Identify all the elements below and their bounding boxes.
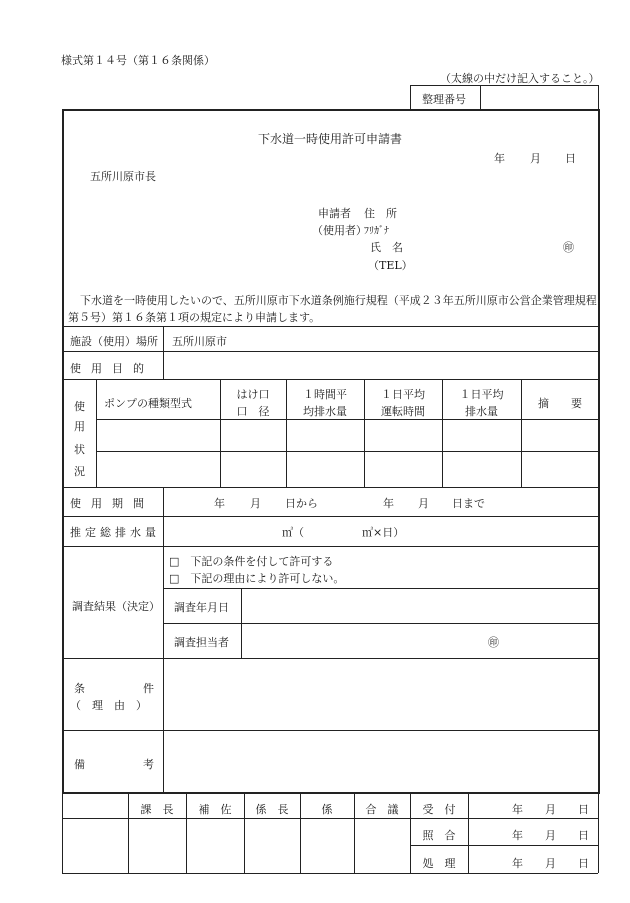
applicant-address-label: 住 所 — [364, 207, 397, 220]
condition-label-1: 条 — [74, 682, 85, 695]
usage-label-1: 使 — [74, 400, 85, 413]
note-label-1: 備 — [74, 758, 85, 771]
period-label: 使用期間 — [70, 497, 154, 510]
receipt-label: 受 付 — [422, 803, 456, 816]
daily-time-header-2: 運転時間 — [381, 405, 425, 418]
purpose-label: 使用目的 — [70, 362, 154, 375]
remarks-header: 摘 要 — [538, 397, 582, 410]
daily-vol-header-1: １日平均 — [459, 388, 504, 401]
check-day: 日 — [578, 829, 589, 842]
process-day: 日 — [578, 857, 589, 870]
period-to-year: 年 — [383, 497, 394, 510]
ref-number-field[interactable] — [482, 87, 596, 107]
hourly-header-2: 均排水量 — [303, 405, 347, 418]
user-label: （使用者） — [312, 224, 367, 237]
body-text-1: 下水道を一時使用したいので、五所川原市下水道条例施行規程（平成２３年五所川原市公営企業管理規程 — [80, 294, 597, 307]
approval-header-staff: 係 — [321, 803, 333, 816]
approval-header-chief: 課 長 — [140, 803, 174, 816]
survey-date-label: 調査年月日 — [174, 601, 229, 614]
deny-option[interactable]: □ 下記の理由により許可しない。 — [169, 572, 345, 585]
usage-label-2: 用 — [74, 420, 85, 433]
estimate-label: 推定総排水量 — [70, 526, 160, 539]
condition-label-2: 件 — [143, 682, 154, 695]
approval-header-assistant: 補 佐 — [198, 803, 232, 816]
period-to-day: 日まで — [452, 497, 485, 510]
instruction-note: （太線の中だけ記入すること。） — [440, 72, 600, 85]
note-field[interactable] — [165, 732, 595, 790]
estimate-unit-2: ㎥×日） — [362, 526, 405, 539]
process-month: 月 — [545, 857, 556, 870]
usage-label-4: 況 — [74, 465, 85, 478]
applicant-seal: ㊞ — [563, 241, 574, 254]
estimate-unit: ㎥（ — [282, 526, 304, 539]
caliber-header-2: 口 径 — [236, 405, 270, 418]
ref-number-label: 整理番号 — [422, 93, 466, 106]
caliber-header-1: はけ口 — [236, 388, 270, 401]
body-text-2: 第５号）第１６条第１項の規定により申請します。 — [68, 311, 321, 324]
period-from-day: 日から — [285, 497, 318, 510]
permit-option[interactable]: □ 下記の条件を付して許可する — [169, 555, 334, 568]
period-to-month: 月 — [418, 497, 429, 510]
form-title: 下水道一時使用許可申請書 — [257, 132, 402, 146]
pump-type-header: ポンプの種類型式 — [104, 397, 192, 410]
approval-header-council: 合 議 — [365, 803, 399, 816]
period-from-month: 月 — [250, 497, 261, 510]
date-day: 日 — [565, 152, 576, 165]
survey-seal: ㊞ — [488, 636, 499, 649]
applicant-label: 申請者 — [318, 207, 351, 220]
daily-vol-header-2: 排水量 — [465, 405, 498, 418]
condition-field[interactable] — [165, 660, 595, 728]
process-year: 年 — [512, 857, 523, 870]
receipt-day: 日 — [578, 803, 589, 816]
facility-label: 施設（使用）場所 — [70, 335, 158, 348]
facility-value[interactable]: 五所川原市 — [172, 335, 227, 348]
usage-label-3: 状 — [74, 443, 85, 456]
check-month: 月 — [545, 829, 556, 842]
applicant-name-label: 氏 名 — [370, 241, 403, 254]
hourly-header-1: １時間平 — [303, 388, 347, 401]
form-number: 様式第１４号（第１６条関係） — [61, 54, 215, 67]
receipt-month: 月 — [545, 803, 556, 816]
process-label: 処 理 — [422, 857, 456, 870]
condition-label-3: （ 理 由 ） — [70, 699, 147, 712]
date-month: 月 — [530, 152, 541, 165]
furigana-label: ﾌﾘｶﾞﾅ — [364, 226, 389, 237]
survey-staff-label: 調査担当者 — [174, 636, 229, 649]
result-label: 調査結果（決定） — [72, 600, 160, 613]
check-year: 年 — [512, 829, 523, 842]
receipt-year: 年 — [512, 803, 523, 816]
applicant-tel-label: （TEL） — [368, 259, 413, 272]
daily-time-header-1: １日平均 — [381, 388, 425, 401]
check-label: 照 合 — [422, 829, 456, 842]
date-year: 年 — [494, 152, 505, 165]
purpose-field[interactable] — [165, 353, 595, 377]
addressee: 五所川原市長 — [90, 170, 156, 183]
approval-header-section-head: 係 長 — [255, 803, 289, 816]
note-label-2: 考 — [143, 758, 154, 771]
period-from-year: 年 — [214, 497, 225, 510]
